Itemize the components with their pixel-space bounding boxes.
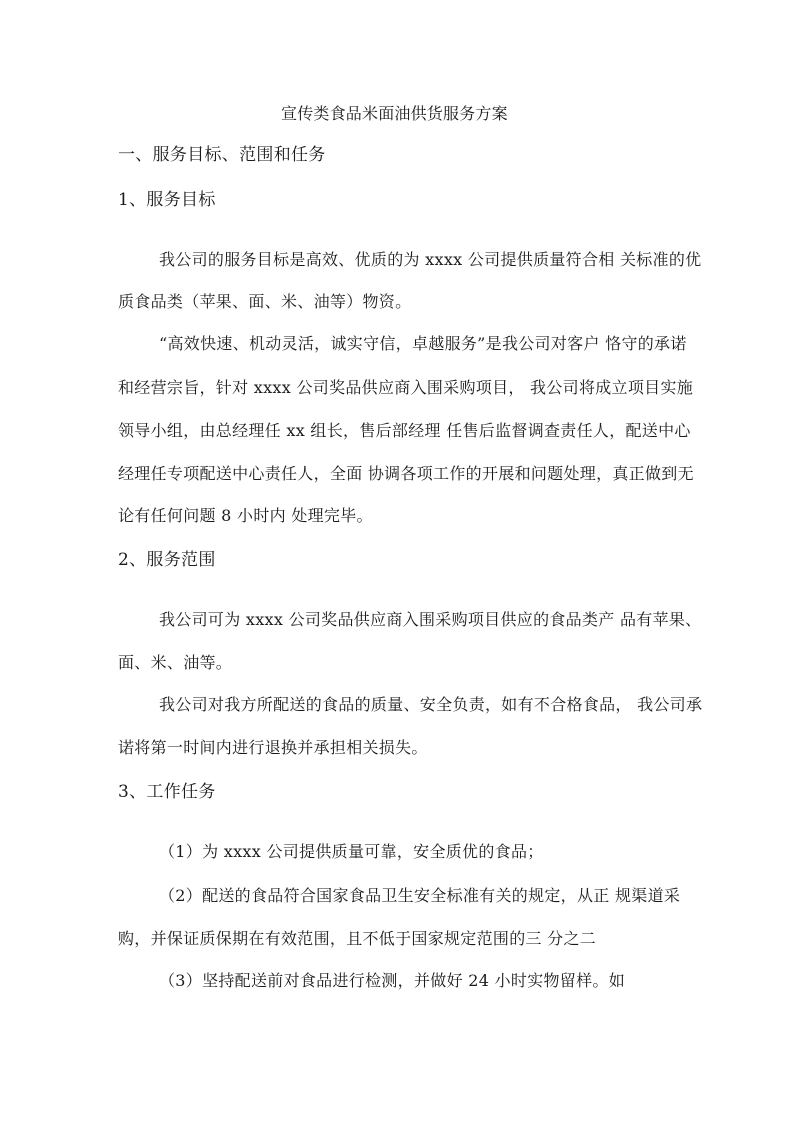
paragraph-line: 经理任专项配送中心责任人，全面 协调各项工作的开展和问题处理，真正做到无 xyxy=(118,464,694,483)
paragraph-line: 诺将第一时间内进行退换并承担相关损失。 xyxy=(118,738,428,757)
subheading-service-goal: 1、服务目标 xyxy=(118,190,216,210)
list-item: （2）配送的食品符合国家食品卫生安全标准有关的规定，从正 规渠道采 xyxy=(159,886,681,905)
paragraph-line: 我公司可为 xxxx 公司奖品供应商入围采购项目供应的食品类产 品有苹果、 xyxy=(159,610,702,629)
paragraph-line: 领导小组，由总经理任 xx 组长，售后部经理 任售后监督调查责任人，配送中心 xyxy=(118,421,691,440)
list-item: （1）为 xxxx 公司提供质量可靠，安全质优的食品； xyxy=(159,842,544,861)
paragraph-line: 我公司的服务目标是高效、优质的为 xxxx 公司提供质量符合相 关标准的优 xyxy=(159,250,702,269)
paragraph-line: 论有任何问题 8 小时内 处理完毕。 xyxy=(118,506,373,525)
paragraph-line: 和经营宗旨，针对 xxxx 公司奖品供应商入围采购项目， 我公司将成立项目实施 xyxy=(118,378,694,397)
list-item-continuation: 购，并保证质保期在有效范围，且不低于国家规定范围的三 分之二 xyxy=(118,929,597,948)
paragraph-line: “高效快速、机动灵活，诚实守信，卓越服务”是我公司对客户 恪守的承诺 xyxy=(159,334,687,353)
subheading-service-scope: 2、服务范围 xyxy=(118,550,216,570)
document-title: 宣传类食品米面油供货服务方案 xyxy=(281,104,508,123)
paragraph-line: 面、米、油等。 xyxy=(118,653,233,672)
list-item: （3）坚持配送前对食品进行检测，并做好 24 小时实物留样。如 xyxy=(159,971,626,990)
subheading-work-tasks: 3、工作任务 xyxy=(118,782,216,802)
paragraph-line: 质食品类（苹果、面、米、油等）物资。 xyxy=(118,292,412,311)
section-heading-1: 一、服务目标、范围和任务 xyxy=(118,145,326,165)
paragraph-line: 我公司对我方所配送的食品的质量、安全负责，如有不合格食品， 我公司承 xyxy=(159,695,703,714)
